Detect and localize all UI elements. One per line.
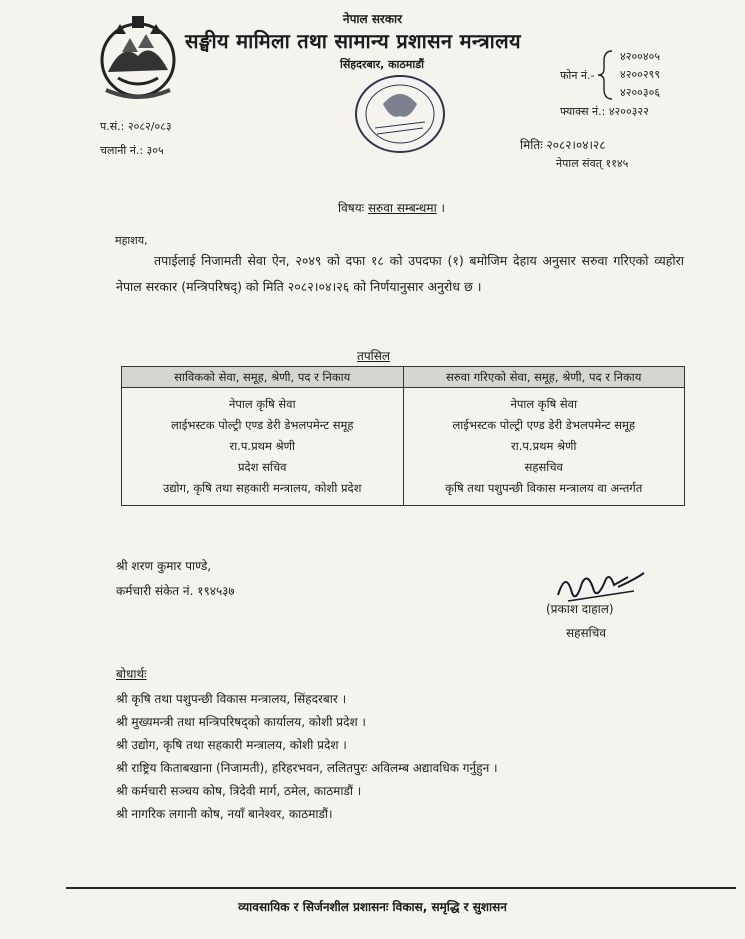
body-paragraph [116, 248, 684, 300]
column-header: सरुवा गरिएको सेवा, समूह, श्रेणी, पद र निकाय [403, 367, 685, 388]
new-position-cell [403, 388, 685, 506]
ministry-title: सङ्घीय मामिला तथा सामान्य प्रशासन मन्त्रालय [185, 29, 521, 53]
dispatch-number: चलानी नं.: ३०५ [100, 144, 164, 157]
subject-text: सरुवा सम्बन्धमा [367, 201, 437, 215]
cc-item: श्री उद्योग, कृषि तथा सहकारी मन्त्रालय, कोशी प्रदेश । [116, 738, 347, 752]
previous-position-cell [122, 388, 404, 506]
brace-icon [596, 49, 614, 101]
ministry-seal [345, 62, 455, 160]
recipient-name: श्री शरण कुमार पाण्डे, [116, 559, 212, 573]
transfer-table [121, 366, 685, 506]
fax-number: फ्याक्स नं.: ४२००३२२ [560, 105, 649, 118]
cell-line: नेपाल कृषि सेवा [510, 397, 578, 411]
phone-number: ४२००४०५ [620, 50, 661, 63]
cell-line: रा.प.प्रथम श्रेणी [229, 439, 295, 453]
subject-line [338, 199, 445, 216]
footer-slogan: व्यावसायिक र सिर्जनशील प्रशासनः विकास, समृद्धि र सुशासन [238, 900, 507, 914]
signatory-post: सहसचिव [566, 626, 606, 640]
footer-divider [66, 887, 736, 889]
column-header: साविकको सेवा, समूह, श्रेणी, पद र निकाय [122, 367, 404, 388]
phone-label: फोन नं.- [560, 69, 595, 82]
location-text: सिंहदरबार, काठमाडौं [340, 58, 424, 71]
letter-reference: प.सं.: २०८२/०८३ [100, 120, 172, 133]
letter-date: मितिः २०८२।०४।२८ [520, 138, 606, 152]
cell-line: उद्योग, कृषि तथा सहकारी मन्त्रालय, कोशी प्रदेश [163, 481, 362, 495]
employee-code: कर्मचारी संकेत नं. १९४५३७ [116, 584, 235, 598]
cc-item: श्री राष्ट्रिय किताबखाना (निजामती), हरिहरभवन, ललितपुरः अविलम्ब अद्यावधिक गर्नुहुन । [116, 761, 498, 775]
table-caption: तपसिल [357, 349, 391, 363]
cc-item: श्री मुख्यमन्त्री तथा मन्त्रिपरिषद्को कार्यालय, कोशी प्रदेश । [116, 715, 366, 729]
cell-line: नेपाल कृषि सेवा [228, 397, 296, 411]
cell-line: लाईभस्टक पोल्ट्री एण्ड डेरी डेभलपमेन्ट समूह [170, 418, 354, 432]
signatory-name: (प्रकाश दाहाल) [546, 602, 614, 616]
salutation: महाशय, [115, 234, 148, 247]
subject-label: विषयः [338, 201, 365, 215]
cc-item: श्री कर्मचारी सञ्चय कोष, त्रिदेवी मार्ग, ठमेल, काठमाडौं । [116, 784, 362, 798]
cell-line: लाईभस्टक पोल्ट्री एण्ड डेरी डेभलपमेन्ट समूह [452, 418, 636, 432]
table-row [122, 388, 685, 506]
cell-line: रा.प.प्रथम श्रेणी [511, 439, 577, 453]
phone-number: ४२००२९९ [620, 68, 661, 81]
table-header-row [122, 367, 685, 388]
cell-line: प्रदेश सचिव [237, 460, 287, 474]
cell-line: कृषि तथा पशुपन्छी विकास मन्त्रालय वा अन्तर्गत [445, 481, 643, 495]
cc-item: श्री नागरिक लगानी कोष, नयाँ बानेश्वर, काठमाडौं। [116, 807, 333, 821]
government-heading: नेपाल सरकार [342, 12, 403, 26]
cc-item: श्री कृषि तथा पशुपन्छी विकास मन्त्रालय, सिंहदरबार । [116, 692, 347, 706]
phone-number: ४२००३०६ [620, 86, 661, 99]
subject-end: । [440, 201, 446, 215]
cell-line: सहसचिव [524, 460, 563, 474]
cc-heading: बोधार्थः [116, 667, 147, 681]
nepal-samvat-date: नेपाल संवत् ११४५ [556, 157, 629, 170]
body-paragraph-text: तपाईलाई निजामती सेवा ऐन, २०४९ को दफा १८ को उपदफा (१) बमोजिम देहाय अनुसार सरुवा गरिएको व्यहोरा नेपाल सरकार (मन्त्रिपरिषद्) को मिति २०८२।०४।२६ को निर्णयानुसार अनुरोध छ । [116, 253, 684, 294]
